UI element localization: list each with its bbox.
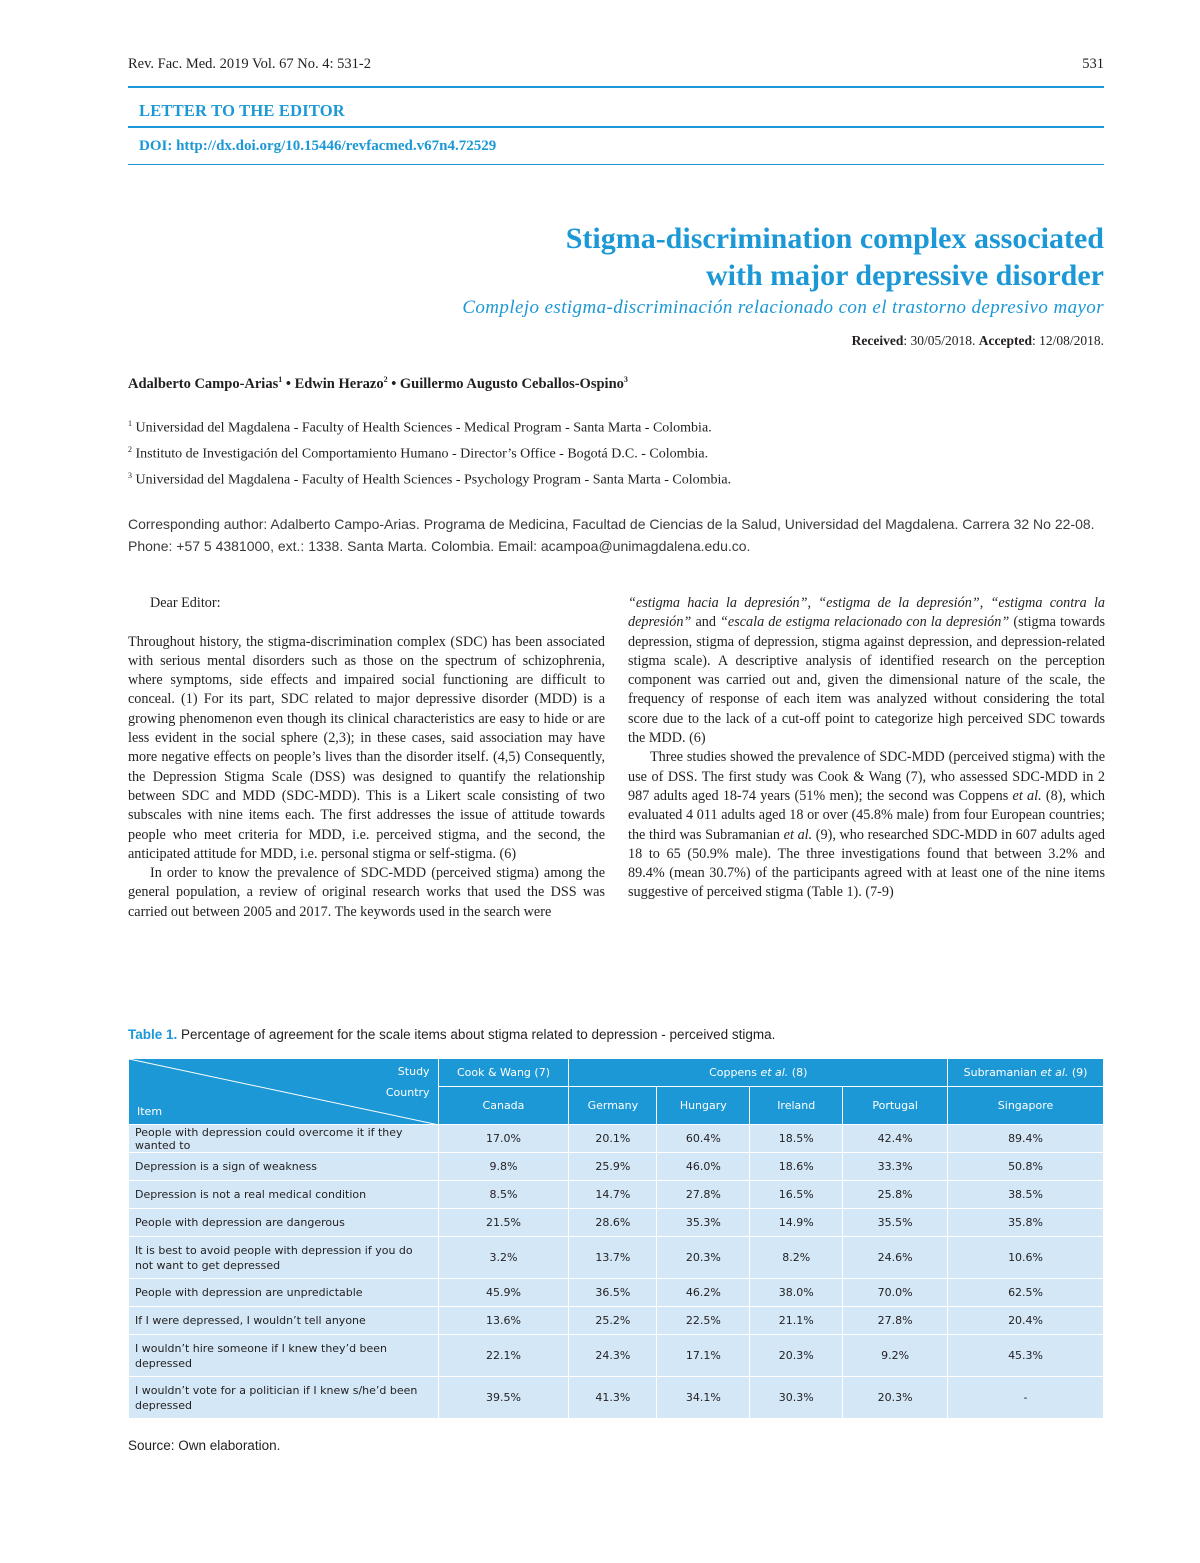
running-head [128,56,1104,73]
article-subtitle: Complejo estigma-discriminación relacionado con el trastorno depresivo mayor [462,297,1104,318]
author-list [128,375,628,393]
section-label: LETTER TO THE EDITOR [139,101,345,120]
header-study-cook-wang: Cook & Wang (7) [438,1059,569,1087]
table-cell-value: 38.5% [948,1181,1104,1209]
table-cell-value: 25.2% [569,1307,657,1335]
header-country: Country [385,1086,430,1099]
body-column-right [628,594,1105,903]
table-row [129,1335,1104,1377]
table-cell-value: 25.8% [843,1181,948,1209]
table-cell-value: 8.2% [750,1237,843,1279]
table-cell-value: 18.6% [750,1153,843,1181]
et-al: et al. [1040,1066,1069,1079]
author-3: Guillermo Augusto Ceballos-Ospino [399,375,624,392]
table-caption [128,1027,775,1042]
table-cell-value: 45.3% [948,1335,1104,1377]
header-country-canada: Canada [438,1087,569,1125]
table-cell-item: Depression is a sign of weakness [129,1153,439,1181]
table-cell-item: It is best to avoid people with depression if you do not want to get depressed [129,1237,439,1279]
header-study-subramanian [948,1059,1104,1087]
keyword: “estigma contra la depresión” [628,595,1105,631]
table-cell-value: 18.5% [750,1125,843,1153]
affiliation-sup: 2 [128,445,132,454]
article-title [566,220,1104,294]
table-row [129,1153,1104,1181]
table-cell-value: 17.0% [438,1125,569,1153]
table-source: Source: Own elaboration. [128,1438,281,1453]
table-cell-value: 38.0% [750,1279,843,1307]
table-cell-value: 25.9% [569,1153,657,1181]
table-cell-value: 36.5% [569,1279,657,1307]
table-cell-value: 3.2% [438,1237,569,1279]
body-column-left [128,594,605,922]
table-cell-value: - [948,1377,1104,1419]
table-cell-value: 46.2% [657,1279,750,1307]
affiliation-sup: 1 [128,419,132,428]
table-row [129,1307,1104,1335]
header-country-singapore: Singapore [948,1087,1104,1125]
table-cell-value: 27.8% [843,1307,948,1335]
affiliation-text: Instituto de Investigación del Comportamiento Humano - Director’s Office - Bogotá D.C. - Colombia. [132,446,709,462]
table-cell-value: 20.3% [843,1377,948,1419]
table-body [129,1125,1104,1419]
salutation: Dear Editor: [150,595,221,611]
header-country-portugal: Portugal [843,1087,948,1125]
table-cell-item: Depression is not a real medical condition [129,1181,439,1209]
table-cell-value: 35.3% [657,1209,750,1237]
paragraph-3 [628,748,1105,902]
affiliation-text: Universidad del Magdalena - Faculty of Health Sciences - Psychology Program - Santa Marta - Colombia. [132,472,732,488]
table-cell-item: People with depression are unpredictable [129,1279,439,1307]
table-cell-value: 34.1% [657,1377,750,1419]
table-cell-item: If I were depressed, I wouldn’t tell anyone [129,1307,439,1335]
study-author: Subramanian [963,1066,1041,1079]
table-cell-value: 21.5% [438,1209,569,1237]
table-cell-value: 13.7% [569,1237,657,1279]
paragraph-2-start: In order to know the prevalence of SDC-MDD (perceived stigma) among the general population, a review of original research works that used the DSS was carried out between 2005 and 2017. The keywords used in the search were [128,865,605,920]
keyword-separator: , [807,595,819,611]
table-cell-item: People with depression could overcome it if they wanted to [129,1125,439,1153]
table-cell-value: 14.9% [750,1209,843,1237]
table-cell-value: 9.2% [843,1335,948,1377]
author-2-sup: 2 [383,375,388,384]
table-row [129,1279,1104,1307]
table-caption-text: Percentage of agreement for the scale items about stigma related to depression - perceived stigma. [177,1027,776,1042]
page-number: 531 [1082,56,1104,72]
title-line-1: Stigma-discrimination complex associated [565,222,1104,255]
keyword: “estigma hacia la depresión” [628,595,808,611]
table-cell-value: 45.9% [438,1279,569,1307]
accepted-date: : 12/08/2018. [1031,333,1104,348]
author-2: Edwin Herazo [294,375,384,392]
paragraph-1: Throughout history, the stigma-discrimination complex (SDC) has been associated with serious mental disorders such as those on the spectrum of schizophrenia, where symptoms, side effects and impaired social functioning are difficult to conceal. (1) For its part, SDC related to major depressive disorder (MDD) is a growing phenomenon even though its clinical characteristics are easy to hide or are less evident in the social sphere (2,3); in these cases, said association may have more negative effects on people’s lives than the disorder itself. (4,5) Consequently, the Depression Stigma Scale (DSS) was designed to quantify the relationship between SDC and MDD (SDC-MDD). This is a Likert scale consisting of two subscales with nine items each. The first addresses the issue of attitude towards people who meet criteria for MDD, i.e. perceived stigma, and the second, the anticipated attitude for MDD, i.e. personal stigma or self-stigma. (6) [128,633,605,862]
affiliation-1 [128,419,712,437]
table-cell-value: 16.5% [750,1181,843,1209]
et-al: et al. [1012,787,1042,804]
et-al: et al. [760,1066,789,1079]
table-cell-value: 20.4% [948,1307,1104,1335]
doi-rule [128,164,1104,165]
table-cell-value: 35.5% [843,1209,948,1237]
table-cell-value: 22.5% [657,1307,750,1335]
table-cell-value: 33.3% [843,1153,948,1181]
title-line-2: with major depressive disorder [705,259,1104,292]
author-1-sup: 1 [278,375,283,384]
study-ref: (9) [1068,1066,1088,1079]
table-cell-item: People with depression are dangerous [129,1209,439,1237]
table-cell-value: 9.8% [438,1153,569,1181]
header-study-coppens [569,1059,948,1087]
table-cell-value: 50.8% [948,1153,1104,1181]
table-cell-value: 24.6% [843,1237,948,1279]
table-cell-value: 24.3% [569,1335,657,1377]
table-cell-value: 10.6% [948,1237,1104,1279]
table-cell-value: 46.0% [657,1153,750,1181]
corresponding-author: Corresponding author: Adalberto Campo-Arias. Programa de Medicina, Facultad de Ciencias de la Salud, Universidad del Magdalena. Carrera 32 No 22-08. Phone: +57 5 4381000, ext.: 1338. Santa Marta. Colombia. Email: acampoa@unimagdalena.edu.co. [128,516,1095,554]
table-cell-value: 21.1% [750,1307,843,1335]
table-cell-value: 13.6% [438,1307,569,1335]
table-row [129,1181,1104,1209]
author-separator: • [387,375,400,392]
table-cell-value: 17.1% [657,1335,750,1377]
keyword: “estigma de la depresión” [818,595,980,611]
paragraph-2-continued [628,594,1105,748]
affiliation-3 [128,471,731,489]
table-cell-value: 62.5% [948,1279,1104,1307]
received-accepted-dates [852,333,1104,349]
paragraph-3-text: (8), which evaluated 4 011 adults aged 18 or over (45.8% male) from four European countries; the third was Subramanian [628,787,1105,843]
table-row [129,1377,1104,1419]
table-cell-item: I wouldn’t vote for a politician if I knew s/he’d been depressed [129,1377,439,1419]
journal-citation: Rev. Fac. Med. 2019 Vol. 67 No. 4: 531-2 [128,56,372,72]
table-cell-value: 20.3% [657,1237,750,1279]
table-cell-value: 41.3% [569,1377,657,1419]
table-cell-value: 14.7% [569,1181,657,1209]
table-cell-value: 20.1% [569,1125,657,1153]
table-caption-label: Table 1. [128,1027,178,1042]
table-cell-value: 39.5% [438,1377,569,1419]
table-row [129,1237,1104,1279]
study-author: Coppens [709,1066,761,1079]
table-cell-value: 89.4% [948,1125,1104,1153]
doi-link[interactable]: DOI: http://dx.doi.org/10.15446/revfacmed.v67n4.72529 [139,138,497,154]
table-1 [128,1058,1104,1419]
paragraph-2-end: (stigma towards depression, stigma of depression, stigma against depression, and depression-related stigma scale). A descriptive analysis of identified research on the perception component was carried out and, given the dimensional nature of the scale, the frequency of response of each item was analyzed without considering the total score due to the lack of a cut-off point to categorize high perceived SDC towards the MDD. (6) [628,614,1105,747]
header-rule [128,86,1104,88]
header-item: Item [137,1105,163,1118]
table-cell-item: I wouldn’t hire someone if I knew they’d been depressed [129,1335,439,1377]
received-label: Received [851,333,904,348]
table-cell-value: 35.8% [948,1209,1104,1237]
header-study: Study [397,1065,430,1078]
header-country-hungary: Hungary [657,1087,750,1125]
table-row [129,1209,1104,1237]
study-ref: (8) [788,1066,808,1079]
received-date: : 30/05/2018. [903,333,979,348]
affiliation-sup: 3 [128,471,132,480]
keyword-separator: , [979,595,991,611]
header-country-ireland: Ireland [750,1087,843,1125]
affiliation-text: Universidad del Magdalena - Faculty of Health Sciences - Medical Program - Santa Marta - Colombia. [132,420,712,436]
author-3-sup: 3 [623,375,628,384]
table-header-corner [129,1059,439,1125]
table-cell-value: 70.0% [843,1279,948,1307]
accepted-label: Accepted [978,333,1032,348]
table-cell-value: 60.4% [657,1125,750,1153]
paragraph-3-text: Three studies showed the prevalence of SDC-MDD (perceived stigma) with the use of DSS. The first study was Cook & Wang (7), who assessed SDC-MDD in 2 987 adults aged 18-74 years (51% men); the second was Coppens [628,749,1105,804]
table-cell-value: 30.3% [750,1377,843,1419]
table-cell-value: 8.5% [438,1181,569,1209]
table-cell-value: 27.8% [657,1181,750,1209]
table-cell-value: 22.1% [438,1335,569,1377]
table-cell-value: 20.3% [750,1335,843,1377]
keyword: “escala de estigma relacionado con la depresión” [720,614,1010,631]
header-country-germany: Germany [569,1087,657,1125]
table-cell-value: 28.6% [569,1209,657,1237]
et-al: et al. [783,826,813,843]
table-cell-value: 42.4% [843,1125,948,1153]
section-rule [128,126,1104,128]
affiliation-2 [128,445,708,463]
author-1: Adalberto Campo-Arias [128,375,279,392]
table-row [129,1125,1104,1153]
author-separator: • [282,375,295,392]
keyword-separator: and [691,614,721,631]
paragraph-3-text: (9), who researched SDC-MDD in 607 adults aged 18 to 65 (50.9% male). The three investigations found that between 3.2% and 89.4% (mean 30.7%) of the participants agreed with at least one of the nine items suggestive of perceived stigma (Table 1). (7-9) [628,826,1105,901]
